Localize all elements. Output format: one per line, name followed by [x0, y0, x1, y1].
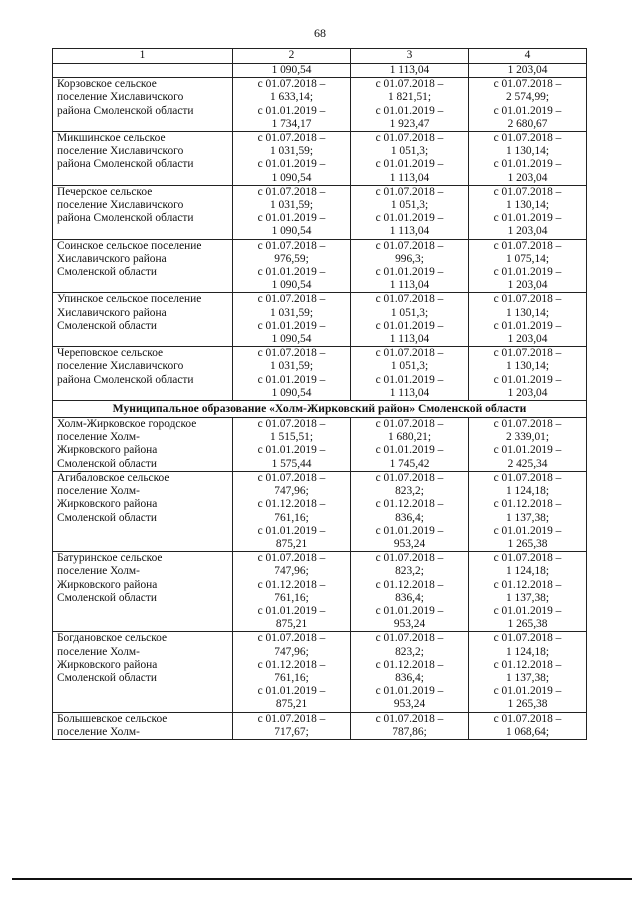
- tariff-col-3-line: с 01.12.2018 –: [375, 578, 444, 591]
- tariff-col-3-line: 823,2;: [395, 565, 424, 578]
- tariff-col-4-line: 1 124,18;: [505, 565, 550, 578]
- tariff-col-4-line: 2 574,99;: [505, 91, 550, 104]
- tariff-col-2-line: 761,16;: [274, 591, 309, 604]
- tariff-col-2-line: 761,16;: [274, 511, 309, 524]
- tariff-col-2-line: с 01.07.2018 –: [257, 293, 326, 306]
- settlement-name-line: Хиславичского района: [57, 252, 167, 265]
- tariff-col-3-line: 1 051,3;: [390, 360, 429, 373]
- tariff-col-3-line: с 01.07.2018 –: [375, 185, 444, 198]
- tariff-col-2-line: с 01.07.2018 –: [257, 78, 326, 91]
- tariff-col-4: [469, 632, 587, 712]
- tariff-col-4-line: с 01.01.2019 –: [493, 319, 562, 332]
- settlement-name-line: Батуринское сельское: [57, 552, 163, 565]
- tariff-col-2: [233, 552, 351, 632]
- settlement-name: [53, 239, 233, 293]
- tariff-col-2-line: с 01.01.2019 –: [257, 444, 326, 457]
- settlement-name-line: Агибаловское сельское: [57, 471, 170, 484]
- settlement-name-line: [57, 538, 229, 551]
- tariff-col-4-line: с 01.01.2019 –: [493, 104, 562, 117]
- tariff-col-4-line: с 01.01.2019 –: [493, 373, 562, 386]
- tariff-col-4-line: 1 130,14;: [505, 360, 550, 373]
- tariff-col-2-line: 1 515,51;: [269, 431, 314, 444]
- tariff-col-3-line: 1 923,47: [389, 117, 430, 130]
- tariff-col-2-line: 1 090,54: [271, 225, 312, 238]
- tariff-col-3: [351, 293, 469, 347]
- tariff-col-3-line: с 01.12.2018 –: [375, 498, 444, 511]
- tariff-col-4-line: 1 068,64;: [505, 725, 550, 738]
- tariff-col-2-line: 1 090,54: [271, 386, 312, 399]
- tariff-col-2-line: 1 090,54: [271, 171, 312, 184]
- tariff-col-3-line: с 01.01.2019 –: [375, 158, 444, 171]
- settlement-name-line: Жирковского района: [57, 658, 158, 671]
- settlement-name-line: Смоленской области: [57, 511, 157, 524]
- tariff-col-4: [469, 712, 587, 739]
- tariff-col-2-line: с 01.07.2018 –: [257, 347, 326, 360]
- settlement-name-line: Смоленской области: [57, 457, 157, 470]
- tariff-col-3-line: с 01.07.2018 –: [375, 239, 444, 252]
- settlement-name-line: [57, 685, 229, 698]
- settlement-name-line: поселение Хиславичского: [57, 91, 184, 104]
- tariff-col-3-line: с 01.01.2019 –: [375, 685, 444, 698]
- tariff-col-3: [351, 552, 469, 632]
- continuation-value: 1 113,04: [351, 64, 469, 78]
- table-row: [53, 347, 587, 401]
- table-row: [53, 552, 587, 632]
- tariff-col-3-line: с 01.07.2018 –: [375, 471, 444, 484]
- table-row: [53, 712, 587, 739]
- tariff-col-4-line: с 01.01.2019 –: [493, 212, 562, 225]
- tariff-col-4-line: с 01.07.2018 –: [493, 239, 562, 252]
- header-col-1: 1: [53, 49, 233, 64]
- table-row: [53, 185, 587, 239]
- tariff-col-4-line: с 01.07.2018 –: [493, 418, 562, 431]
- tariff-col-3-line: с 01.01.2019 –: [375, 524, 444, 537]
- settlement-name-line: поселение Хиславичского: [57, 360, 184, 373]
- tariff-col-2-line: 976,59;: [274, 252, 309, 265]
- tariff-col-2-line: 747,96;: [274, 485, 309, 498]
- tariff-col-3-line: 1 680,21;: [387, 431, 432, 444]
- table-row: [53, 78, 587, 132]
- tariff-col-2-line: 747,96;: [274, 565, 309, 578]
- tariff-col-2-line: с 01.07.2018 –: [257, 239, 326, 252]
- tariff-col-2-line: с 01.07.2018 –: [257, 471, 326, 484]
- tariff-col-4-line: 1 130,14;: [505, 306, 550, 319]
- tariff-col-4-line: 1 203,04: [507, 279, 548, 292]
- settlement-name-line: Богдановское сельское: [57, 632, 168, 645]
- tariff-col-4-line: 1 265,38: [507, 698, 548, 711]
- table-row: [53, 471, 587, 551]
- settlement-name-line: Корзовское сельское: [57, 78, 157, 91]
- tariff-col-3-line: с 01.01.2019 –: [375, 212, 444, 225]
- tariff-col-3-line: с 01.01.2019 –: [375, 104, 444, 117]
- table-row: [53, 632, 587, 712]
- settlement-name-line: Жирковского района: [57, 498, 158, 511]
- tariff-col-4-line: с 01.07.2018 –: [493, 712, 562, 725]
- tariff-col-3-line: 953,24: [393, 618, 426, 631]
- header-row: [53, 49, 587, 64]
- tariff-col-2: [233, 418, 351, 472]
- tariff-col-2-line: с 01.07.2018 –: [257, 632, 326, 645]
- tariff-col-2-line: с 01.01.2019 –: [257, 524, 326, 537]
- section-title: Муниципальное образование «Холм-Жирковский район» Смоленской области: [53, 401, 587, 418]
- tariff-col-2: [233, 293, 351, 347]
- settlement-name: [53, 632, 233, 712]
- tariff-col-2-line: с 01.01.2019 –: [257, 212, 326, 225]
- settlement-name-line: поселение Холм-: [57, 485, 140, 498]
- tariff-col-4-line: с 01.01.2019 –: [493, 266, 562, 279]
- tariff-col-3-line: 953,24: [393, 537, 426, 550]
- tariff-col-4-line: с 01.12.2018 –: [493, 578, 562, 591]
- tariff-col-3-line: с 01.12.2018 –: [375, 658, 444, 671]
- tariff-col-3-line: 836,4;: [395, 671, 424, 684]
- tariff-col-2: [233, 712, 351, 739]
- settlement-name-line: [57, 618, 229, 631]
- continuation-value: 1 203,04: [469, 64, 587, 78]
- page-number: 68: [314, 26, 326, 40]
- tariff-col-4: [469, 185, 587, 239]
- table-row: [53, 239, 587, 293]
- tariff-col-3-line: 1 051,3;: [390, 145, 429, 158]
- settlement-name-line: поселение Холм-: [57, 565, 140, 578]
- tariff-col-2-line: с 01.01.2019 –: [257, 373, 326, 386]
- settlement-name-line: поселение Холм-: [57, 645, 140, 658]
- tariff-col-3-line: 1 745,42: [389, 457, 430, 470]
- tariff-col-2-line: 1 734,17: [271, 117, 312, 130]
- tariff-col-4-line: 1 124,18;: [505, 645, 550, 658]
- tariff-col-3-line: с 01.07.2018 –: [375, 418, 444, 431]
- settlement-name-line: Череповское сельское: [57, 347, 164, 360]
- settlement-name-line: [57, 605, 229, 618]
- tariff-col-4: [469, 347, 587, 401]
- tariff-col-2-line: с 01.07.2018 –: [257, 552, 326, 565]
- settlement-name-line: района Смоленской области: [57, 104, 194, 117]
- tariff-col-4-line: 1 137,38;: [505, 591, 550, 604]
- tariff-col-3-line: с 01.07.2018 –: [375, 632, 444, 645]
- tariff-col-4-line: 1 137,38;: [505, 511, 550, 524]
- tariff-col-4-line: 1 265,38: [507, 537, 548, 550]
- tariff-col-2-line: 1 031,59;: [269, 199, 314, 212]
- tariff-col-4-line: 1 075,14;: [505, 252, 550, 265]
- tariff-col-4-line: 2 425,34: [507, 457, 548, 470]
- tariff-col-4-line: с 01.07.2018 –: [493, 132, 562, 145]
- settlement-name-line: поселение Холм-: [57, 725, 140, 738]
- tariff-col-2-line: 747,96;: [274, 645, 309, 658]
- tariff-col-3: [351, 712, 469, 739]
- tariff-col-4-line: с 01.07.2018 –: [493, 185, 562, 198]
- tariff-col-4-line: с 01.01.2019 –: [493, 444, 562, 457]
- tariff-col-2-line: 1 090,54: [271, 333, 312, 346]
- settlement-name-line: Соинское сельское поселение: [57, 239, 202, 252]
- settlement-name: [53, 185, 233, 239]
- header-col-3: 3: [351, 49, 469, 64]
- tariff-col-3-line: 1 113,04: [389, 225, 430, 238]
- continuation-value: 1 090,54: [233, 64, 351, 78]
- tariff-col-2: [233, 185, 351, 239]
- settlement-name-line: [57, 698, 229, 711]
- settlement-name-line: поселение Холм-: [57, 431, 140, 444]
- tariff-col-2-line: с 01.01.2019 –: [257, 104, 326, 117]
- tariff-col-3-line: 787,86;: [392, 725, 427, 738]
- tariff-col-2-line: 875,21: [275, 698, 308, 711]
- tariff-col-2-line: с 01.01.2019 –: [257, 158, 326, 171]
- tariff-col-2-line: 1 633,14;: [269, 91, 314, 104]
- settlement-name: [53, 293, 233, 347]
- settlement-name-line: района Смоленской области: [57, 158, 194, 171]
- tariff-col-4-line: с 01.12.2018 –: [493, 498, 562, 511]
- tariff-col-2-line: с 01.01.2019 –: [257, 319, 326, 332]
- tariff-col-4-line: с 01.01.2019 –: [493, 524, 562, 537]
- tariff-col-3-line: 1 113,04: [389, 171, 430, 184]
- tariff-col-4: [469, 471, 587, 551]
- settlement-name-line: Смоленской области: [57, 319, 157, 332]
- tariff-col-4-line: с 01.07.2018 –: [493, 347, 562, 360]
- tariff-col-2-line: с 01.12.2018 –: [257, 658, 326, 671]
- tariff-col-3-line: 1 051,3;: [390, 306, 429, 319]
- table-row: [53, 418, 587, 472]
- settlement-name: [53, 418, 233, 472]
- tariff-col-3-line: 1 821,51;: [387, 91, 432, 104]
- table-row: [53, 293, 587, 347]
- tariff-col-4-line: с 01.12.2018 –: [493, 658, 562, 671]
- tariff-col-4-line: 1 203,04: [507, 225, 548, 238]
- tariff-col-3: [351, 78, 469, 132]
- continuation-name-cell: [53, 64, 233, 78]
- settlement-name-line: Смоленской области: [57, 591, 157, 604]
- tariff-col-3-line: с 01.07.2018 –: [375, 293, 444, 306]
- tariff-col-2: [233, 347, 351, 401]
- tariff-col-4-line: с 01.01.2019 –: [493, 685, 562, 698]
- tariff-col-3-line: с 01.01.2019 –: [375, 319, 444, 332]
- tariff-col-2: [233, 632, 351, 712]
- tariff-col-4-line: с 01.01.2019 –: [493, 158, 562, 171]
- tariff-col-4-line: с 01.07.2018 –: [493, 293, 562, 306]
- tariff-col-2: [233, 78, 351, 132]
- settlement-name-line: Жирковского района: [57, 444, 158, 457]
- tariff-col-4-line: 1 130,14;: [505, 199, 550, 212]
- tariff-col-3-line: 1 113,04: [389, 386, 430, 399]
- tariff-col-3-line: с 01.01.2019 –: [375, 444, 444, 457]
- tariff-col-2-line: с 01.07.2018 –: [257, 418, 326, 431]
- tariff-col-3-line: с 01.07.2018 –: [375, 78, 444, 91]
- settlement-name-line: Холм-Жирковское городское: [57, 418, 197, 431]
- settlement-name-line: Хиславичского района: [57, 306, 167, 319]
- settlement-name: [53, 712, 233, 739]
- tariff-col-2-line: с 01.12.2018 –: [257, 498, 326, 511]
- tariff-col-4-line: 1 203,04: [507, 386, 548, 399]
- tariff-col-2: [233, 239, 351, 293]
- tariff-col-3-line: 1 113,04: [389, 333, 430, 346]
- tariff-col-3: [351, 132, 469, 186]
- tariff-col-4-line: с 01.01.2019 –: [493, 604, 562, 617]
- page-bottom-rule: [12, 878, 632, 880]
- settlement-name-line: Упинское сельское поселение: [57, 293, 202, 306]
- tariff-col-2-line: 1 090,54: [271, 279, 312, 292]
- settlement-name-line: Микшинское сельское: [57, 132, 166, 145]
- tariff-col-4: [469, 78, 587, 132]
- tariff-col-2-line: 761,16;: [274, 671, 309, 684]
- header-col-4: 4: [469, 49, 587, 64]
- tariff-col-4-line: с 01.07.2018 –: [493, 552, 562, 565]
- tariff-col-4: [469, 239, 587, 293]
- settlement-name-line: Смоленской области: [57, 671, 157, 684]
- tariff-col-3-line: 836,4;: [395, 591, 424, 604]
- tariff-col-2-line: с 01.01.2019 –: [257, 604, 326, 617]
- tariff-col-3-line: 823,2;: [395, 645, 424, 658]
- tariff-col-3-line: с 01.07.2018 –: [375, 132, 444, 145]
- tariff-col-2-line: с 01.01.2019 –: [257, 685, 326, 698]
- tariff-col-4-line: с 01.07.2018 –: [493, 471, 562, 484]
- settlement-name-line: района Смоленской области: [57, 212, 194, 225]
- tariff-col-2-line: 875,21: [275, 537, 308, 550]
- tariff-col-3: [351, 418, 469, 472]
- tariff-col-3-line: 1 113,04: [389, 279, 430, 292]
- tariff-col-3-line: с 01.07.2018 –: [375, 712, 444, 725]
- settlement-name-line: района Смоленской области: [57, 373, 194, 386]
- tariff-col-2-line: с 01.07.2018 –: [257, 132, 326, 145]
- tariff-col-2: [233, 132, 351, 186]
- tariff-col-4-line: 1 203,04: [507, 333, 548, 346]
- tariff-col-4: [469, 552, 587, 632]
- tariff-col-2-line: 875,21: [275, 618, 308, 631]
- settlement-name-line: поселение Хиславичского: [57, 199, 184, 212]
- tariff-col-3: [351, 347, 469, 401]
- tariff-col-3-line: 836,4;: [395, 511, 424, 524]
- settlement-name: [53, 132, 233, 186]
- tariff-col-3-line: с 01.07.2018 –: [375, 347, 444, 360]
- header-col-2: 2: [233, 49, 351, 64]
- tariff-col-3: [351, 471, 469, 551]
- settlement-name-line: Смоленской области: [57, 266, 157, 279]
- tariff-col-3-line: с 01.01.2019 –: [375, 604, 444, 617]
- continuation-row: [53, 64, 587, 78]
- tariff-col-3-line: с 01.01.2019 –: [375, 266, 444, 279]
- tariff-col-2-line: с 01.07.2018 –: [257, 185, 326, 198]
- table-row: [53, 132, 587, 186]
- tariff-col-4-line: 1 265,38: [507, 618, 548, 631]
- tariff-col-3-line: 823,2;: [395, 485, 424, 498]
- settlement-name-line: Жирковского района: [57, 578, 158, 591]
- settlement-name-line: Печерское сельское: [57, 185, 153, 198]
- tariff-col-2-line: с 01.01.2019 –: [257, 266, 326, 279]
- settlement-name-line: [57, 525, 229, 538]
- tariff-col-3-line: с 01.07.2018 –: [375, 552, 444, 565]
- settlement-name-line: Болышевское сельское: [57, 712, 168, 725]
- settlement-name: [53, 471, 233, 551]
- tariff-col-4: [469, 293, 587, 347]
- settlement-name: [53, 552, 233, 632]
- tariff-col-3-line: 1 051,3;: [390, 199, 429, 212]
- tariff-col-4: [469, 132, 587, 186]
- tariff-col-2-line: 1 031,59;: [269, 360, 314, 373]
- tariff-col-4-line: с 01.07.2018 –: [493, 632, 562, 645]
- tariff-col-4-line: 2 339,01;: [505, 431, 550, 444]
- tariff-col-3: [351, 185, 469, 239]
- tariff-col-4-line: с 01.07.2018 –: [493, 78, 562, 91]
- tariff-col-4-line: 1 137,38;: [505, 671, 550, 684]
- tariff-col-3-line: с 01.01.2019 –: [375, 373, 444, 386]
- tariff-col-3-line: 996,3;: [395, 252, 424, 265]
- tariff-col-4: [469, 418, 587, 472]
- settlement-name-line: поселение Хиславичского: [57, 145, 184, 158]
- tariff-col-2-line: с 01.07.2018 –: [257, 712, 326, 725]
- tariff-col-4-line: 1 124,18;: [505, 485, 550, 498]
- tariff-col-2-line: 1 031,59;: [269, 306, 314, 319]
- tariff-col-4-line: 1 203,04: [507, 171, 548, 184]
- tariff-col-2-line: 717,67;: [274, 725, 309, 738]
- tariff-col-2: [233, 471, 351, 551]
- tariff-table: [52, 48, 587, 740]
- tariff-col-3-line: 953,24: [393, 698, 426, 711]
- tariff-col-2-line: 1 031,59;: [269, 145, 314, 158]
- tariff-col-4-line: 1 130,14;: [505, 145, 550, 158]
- tariff-col-3: [351, 239, 469, 293]
- settlement-name: [53, 78, 233, 132]
- section-header-row: [53, 401, 587, 418]
- tariff-col-3: [351, 632, 469, 712]
- settlement-name: [53, 347, 233, 401]
- tariff-col-2-line: с 01.12.2018 –: [257, 578, 326, 591]
- tariff-col-4-line: 2 680,67: [507, 117, 548, 130]
- tariff-col-2-line: 1 575,44: [271, 457, 312, 470]
